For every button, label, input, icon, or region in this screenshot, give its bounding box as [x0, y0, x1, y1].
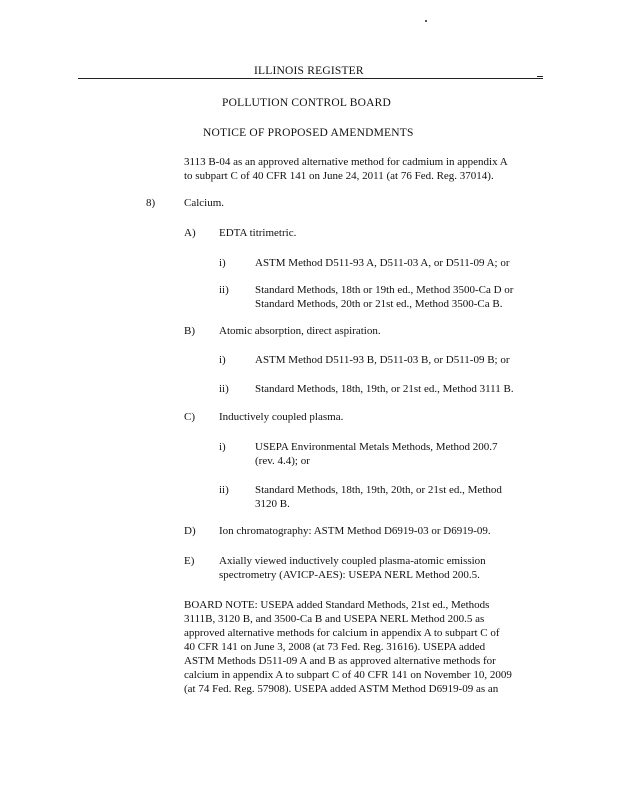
board-note-line-3: approved alternative methods for calcium in appendix A to subpart C of [184, 627, 500, 639]
header-rule-tick [537, 76, 543, 77]
continuation-line-1: 3113 B-04 as an approved alternative method for cadmium in appendix A [184, 156, 508, 168]
header-rule [78, 78, 543, 79]
item-C-ii-label: ii) [219, 484, 229, 496]
item-A-ii-label: ii) [219, 284, 229, 296]
item-B-ii-label: ii) [219, 383, 229, 395]
board-note-line-6: calcium in appendix A to subpart C of 40 CFR 141 on November 10, 2009 [184, 669, 512, 681]
item-A-ii-line-2: Standard Methods, 20th or 21st ed., Method 3500-Ca B. [255, 298, 503, 310]
item-C-label: C) [184, 411, 195, 423]
item-A-ii-line-1: Standard Methods, 18th or 19th ed., Method 3500-Ca D or [255, 284, 514, 296]
item-C-ii-line-2: 3120 B. [255, 498, 290, 510]
board-note-line-5: ASTM Methods D511-09 A and B as approved alternative methods for [184, 655, 496, 667]
item-E-label: E) [184, 555, 195, 567]
item-B-i-line-1: ASTM Method D511-93 B, D511-03 B, or D511-09 B; or [255, 354, 510, 366]
board-title: POLLUTION CONTROL BOARD [222, 97, 392, 109]
item-A-label: A) [184, 227, 196, 239]
item-8-number: 8) [146, 197, 156, 209]
item-B-title: Atomic absorption, direct aspiration. [219, 325, 381, 337]
item-C-title: Inductively coupled plasma. [219, 411, 344, 423]
item-A-title: EDTA titrimetric. [219, 227, 297, 239]
item-C-i-line-2: (rev. 4.4); or [255, 455, 310, 467]
item-B-i-label: i) [219, 354, 226, 366]
item-A-i-label: i) [219, 257, 226, 269]
board-note-line-1: BOARD NOTE: USEPA added Standard Methods, 21st ed., Methods [184, 599, 490, 611]
board-note-line-4: 40 CFR 141 on June 3, 2008 (at 73 Fed. Reg. 31616). USEPA added [184, 641, 486, 653]
item-D-label: D) [184, 525, 196, 537]
item-D-line-1: Ion chromatography: ASTM Method D6919-03 or D6919-09. [219, 525, 491, 537]
item-E-line-1: Axially viewed inductively coupled plasma-atomic emission [219, 555, 486, 567]
notice-title: NOTICE OF PROPOSED AMENDMENTS [203, 127, 414, 139]
item-C-i-line-1: USEPA Environmental Metals Methods, Method 200.7 [255, 441, 498, 453]
register-title: ILLINOIS REGISTER [254, 65, 364, 77]
item-E-line-2: spectrometry (AVICP-AES): USEPA NERL Method 200.5. [219, 569, 480, 581]
item-C-ii-line-1: Standard Methods, 18th, 19th, 20th, or 21st ed., Method [255, 484, 502, 496]
board-note-line-2: 3111B, 3120 B, and 3500-Ca B and USEPA NERL Method 200.5 as [184, 613, 485, 625]
continuation-line-2: to subpart C of 40 CFR 141 on June 24, 2011 (at 76 Fed. Reg. 37014). [184, 170, 494, 182]
board-note-line-7: (at 74 Fed. Reg. 57908). USEPA added ASTM Method D6919-09 as an [184, 683, 499, 695]
item-B-ii-line-1: Standard Methods, 18th, 19th, or 21st ed., Method 3111 B. [255, 383, 514, 395]
item-A-i-line-1: ASTM Method D511-93 A, D511-03 A, or D511-09 A; or [255, 257, 510, 269]
scan-speck [425, 20, 427, 22]
item-C-i-label: i) [219, 441, 226, 453]
item-B-label: B) [184, 325, 195, 337]
item-8-title: Calcium. [184, 197, 225, 209]
